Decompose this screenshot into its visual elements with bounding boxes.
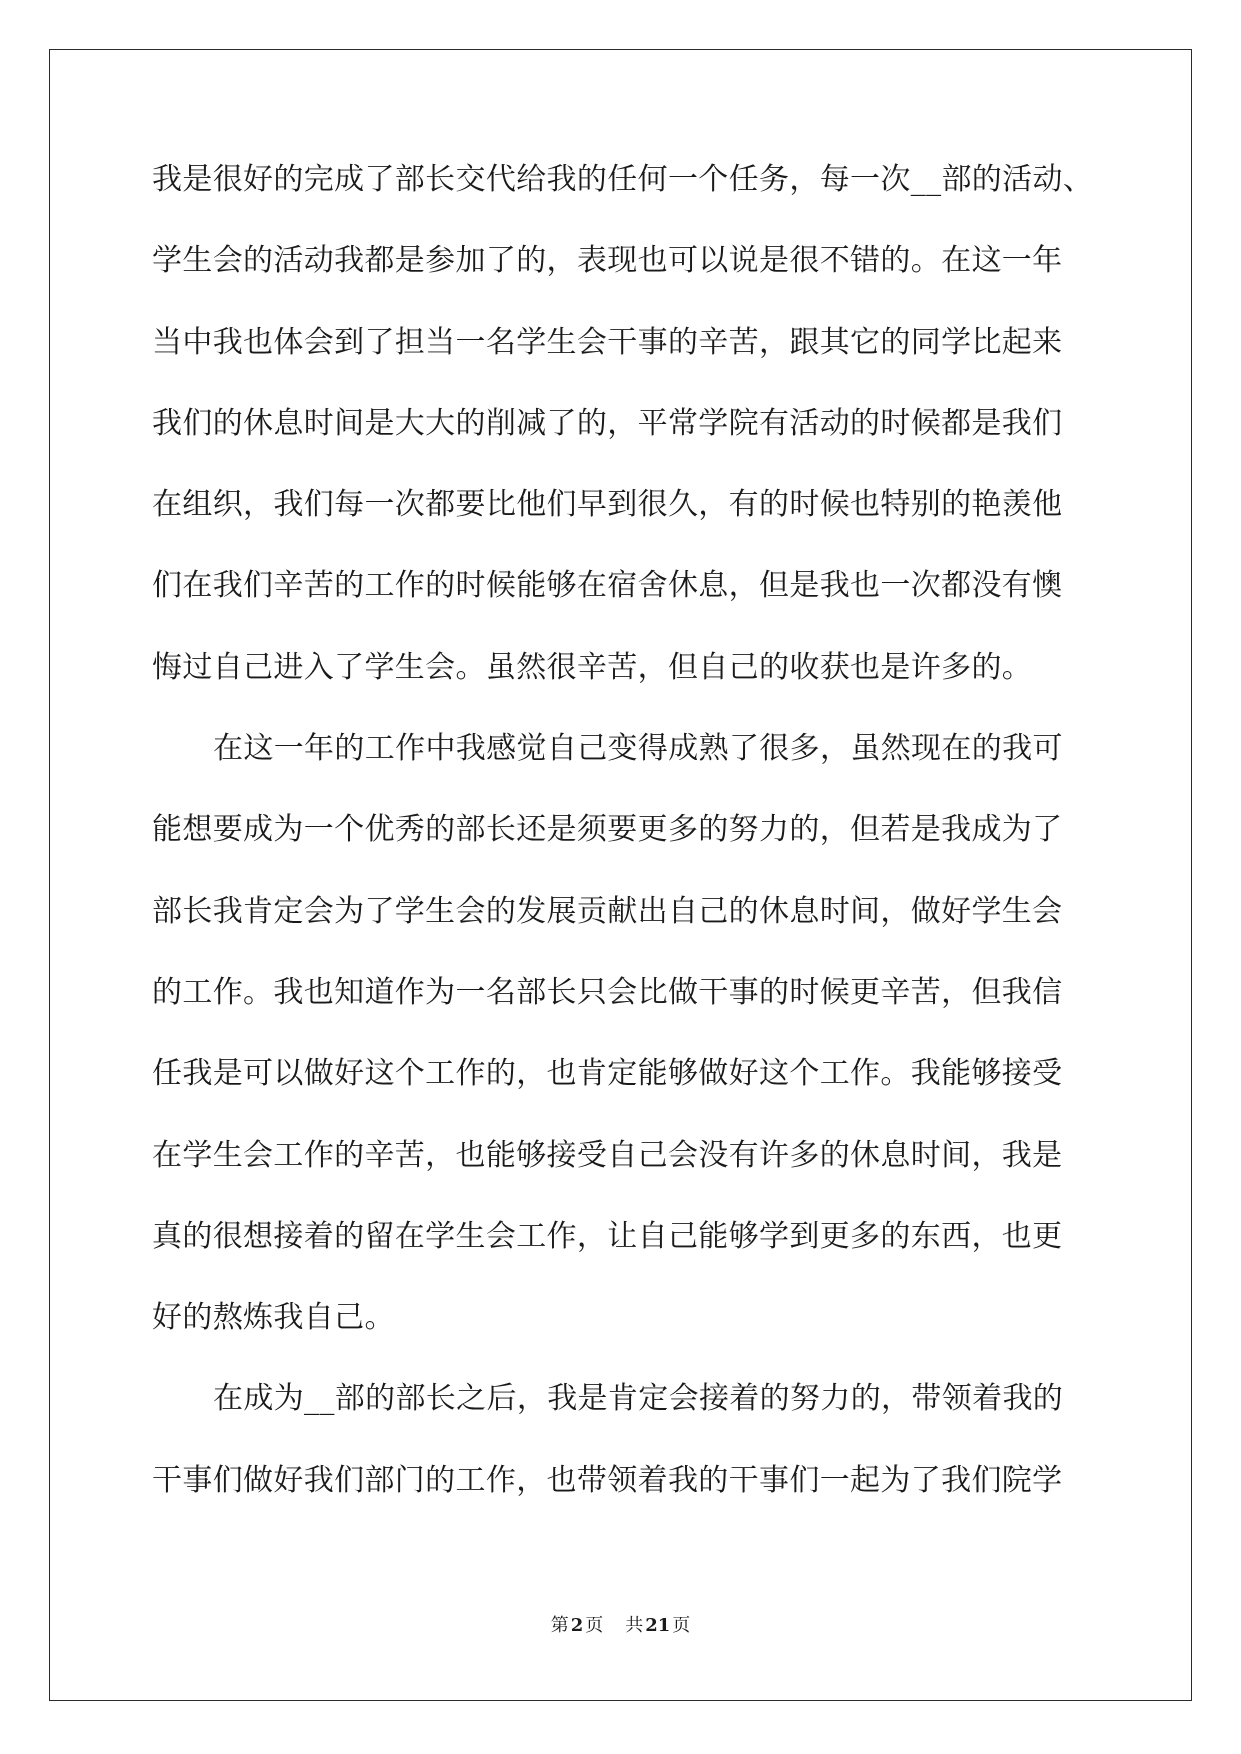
text-line: 部长我肯定会为了学生会的发展贡献出自己的休息时间，做好学生会 xyxy=(152,893,1063,929)
text-line: 好的熬炼我自己。 xyxy=(152,1300,395,1336)
text-line: 我是很好的完成了部长交代给我的任何一个任务，每一次__部的活动、 xyxy=(152,162,1094,197)
page-footer xyxy=(0,1611,1241,1637)
text-line: 的工作。我也知道作为一名部长只会比做干事的时候更辛苦，但我信 xyxy=(152,974,1063,1010)
text-line: 在学生会工作的辛苦，也能够接受自己会没有许多的休息时间，我是 xyxy=(152,1137,1063,1173)
page-number: 2 xyxy=(570,1615,584,1636)
page-prefix: 第 xyxy=(550,1615,569,1636)
paragraph-start-line: 在这一年的工作中我感觉自己变得成熟了很多，虽然现在的我可 xyxy=(213,731,1063,767)
text-line: 干事们做好我们部门的工作，也带领着我的干事们一起为了我们院学 xyxy=(152,1462,1063,1498)
text-line: 任我是可以做好这个工作的，也肯定能够做好这个工作。我能够接受 xyxy=(152,1056,1063,1092)
paragraph-start-line: 在成为__部的部长之后，我是肯定会接着的努力的，带领着我的 xyxy=(213,1381,1064,1417)
text-line: 学生会的活动我都是参加了的，表现也可以说是很不错的。在这一年 xyxy=(152,243,1063,279)
text-line: 们在我们辛苦的工作的时候能够在宿舍休息，但是我也一次都没有懊 xyxy=(152,568,1063,604)
document-body xyxy=(152,155,1092,1537)
total-prefix: 共 xyxy=(625,1615,644,1636)
text-line: 悔过自己进入了学生会。虽然很辛苦，但自己的收获也是许多的。 xyxy=(152,649,1033,685)
text-line: 真的很想接着的留在学生会工作，让自己能够学到更多的东西，也更 xyxy=(152,1218,1063,1254)
text-line: 在组织，我们每一次都要比他们早到很久，有的时候也特别的艳羡他 xyxy=(152,487,1063,523)
text-line: 能想要成为一个优秀的部长还是须要更多的努力的，但若是我成为了 xyxy=(152,812,1063,848)
total-suffix: 页 xyxy=(672,1615,691,1636)
page-suffix: 页 xyxy=(585,1615,604,1636)
total-pages: 21 xyxy=(645,1615,671,1636)
text-line: 我们的休息时间是大大的削减了的，平常学院有活动的时候都是我们 xyxy=(152,405,1063,441)
text-line: 当中我也体会到了担当一名学生会干事的辛苦，跟其它的同学比起来 xyxy=(152,324,1063,360)
